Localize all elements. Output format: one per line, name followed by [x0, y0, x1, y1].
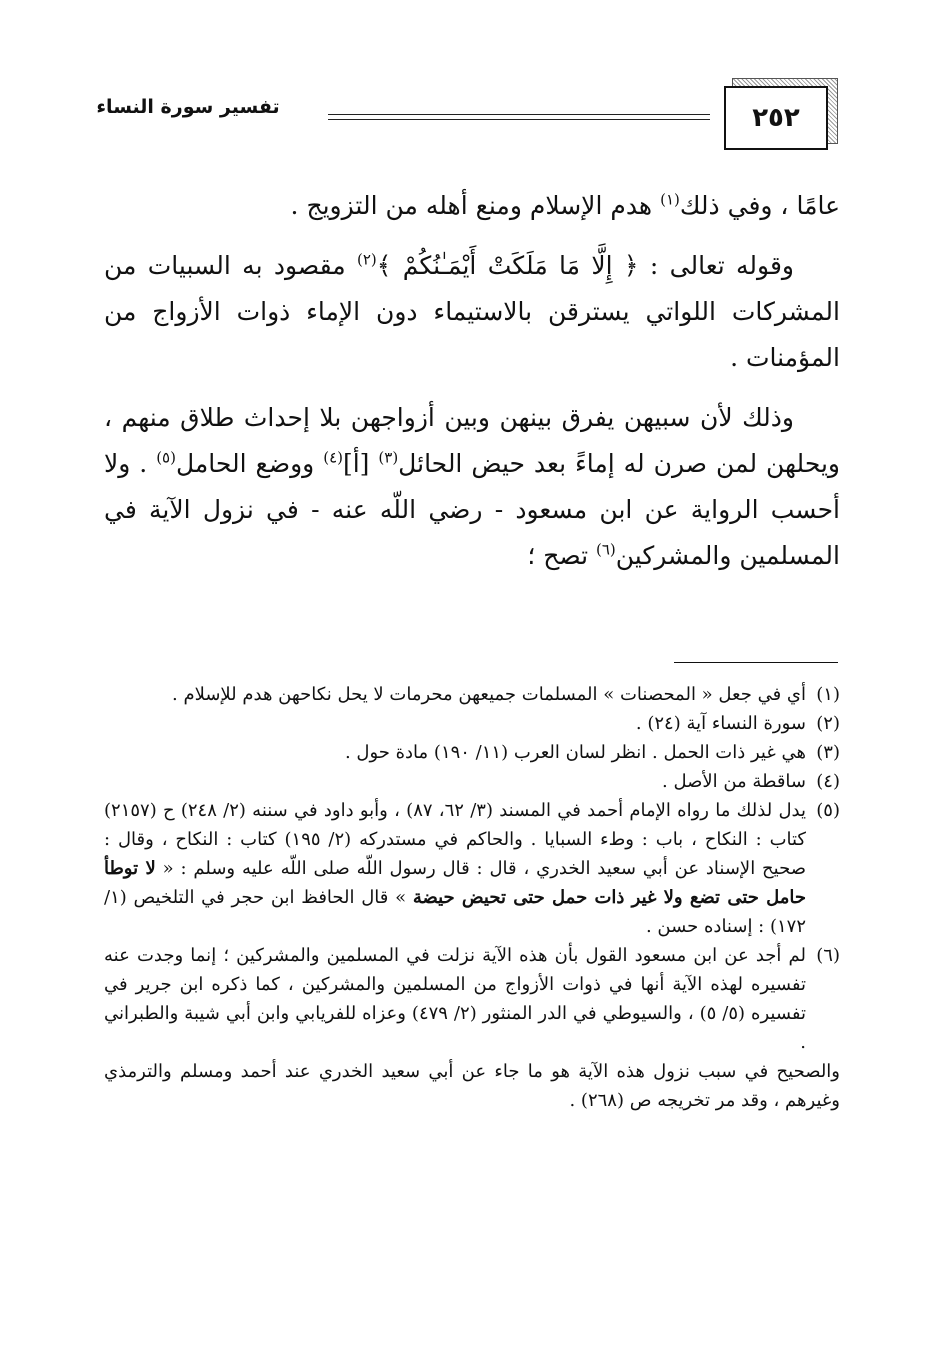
- footnote-2: [104, 709, 840, 738]
- footnote-marker-5: (٥): [156, 448, 176, 467]
- text-segment: تصح ؛: [527, 541, 596, 570]
- footnote-4: [104, 767, 840, 796]
- text-segment: عامًا ، وفي ذلك: [679, 191, 840, 220]
- header-rule: [328, 114, 710, 115]
- footnote-6: [104, 941, 840, 1057]
- footnote-text: أي في جعل « المحصنات » المسلمات جميعهن محرمات لا يحل نكاحهن هدم للإسلام .: [172, 684, 806, 705]
- footnote-5: [104, 796, 840, 941]
- footnote-marker-2: (٢): [356, 250, 377, 269]
- paragraph-2: [104, 243, 840, 381]
- main-text: [104, 183, 840, 593]
- footnote-3: [104, 738, 840, 767]
- footnote-number: (١): [816, 684, 840, 705]
- hadith-text: لا توطأ حامل حتى تضع ولا غير ذات حمل حتى تحيض حيضة: [104, 858, 807, 908]
- paragraph-3: [104, 395, 840, 579]
- footnote-marker-3: (٣): [378, 448, 399, 467]
- footnote-text: سورة النساء آية (٢٤) .: [635, 713, 806, 734]
- paragraph-1: [104, 183, 840, 229]
- text-segment: . ولا أحسب الرواية عن ابن مسعود - رضي اللّه عنه - في نزول الآية في المسلمين والمشركين: [104, 449, 840, 570]
- footnote-text: لم أجد عن ابن مسعود القول بأن هذه الآية نزلت في المسلمين والمشركين ؛ إنما وجدت عنه تفسيره لهذه الآية أنها في ذوات الأزواج من المسلمين والمشركين ، كما ذكره ابن جرير في تفسيره (٥/ ٥) ، والسيوطي في الدر المنثور (٢/ ٤٧٩) وعزاه للفريابي وابن أبي شيبة والطبراني .: [104, 945, 806, 1053]
- footnotes: [104, 680, 840, 1115]
- text-segment: هدم الإسلام ومنع أهله من التزويج .: [290, 191, 661, 220]
- footnote-text: هي غير ذات الحمل . انظر لسان العرب (١١/ ١٩٠) مادة حول .: [344, 742, 806, 763]
- footnote-number: (٢): [816, 713, 840, 734]
- footnote-marker-1: (١): [660, 190, 680, 209]
- page-number-box: [718, 78, 838, 152]
- quran-verse: وقوله تعالى : ﴿ إِلَّا مَا مَلَكَتْ أَيْمَـٰنُكُمْ ﴾: [376, 251, 794, 280]
- page-header: [88, 78, 838, 158]
- running-title: تفسير سورة النساء: [96, 96, 280, 118]
- footnote-number: (٦): [816, 945, 840, 966]
- footnote-text: » قال الحافظ ابن حجر في التلخيص (١/ ١٧٢) : إسناده حسن .: [104, 887, 806, 937]
- footnote-text: يدل لذلك ما رواه الإمام أحمد في المسند (٣/ ٦٢، ٨٧) ، وأبو داود في سننه (٢/ ٢٤٨) ح (٢١٥٧) كتاب : النكاح ، باب : وطء السبايا . والحاكم في مستدركه (٢/ ١٩٥) كتاب : النكاح ، وقال : صحيح الإسناد عن أبي سعيد الخدري ، قال : قال رسول اللّه صلى اللّه عليه وسلم : «: [104, 800, 806, 879]
- text-segment: [أ]: [342, 449, 379, 478]
- footnote-separator: [674, 662, 838, 663]
- page-number: ٢٥٢: [724, 86, 828, 150]
- header-rule-double: [328, 119, 710, 120]
- footnote-number: (٤): [816, 771, 840, 792]
- footnote-number: (٥): [816, 800, 840, 821]
- text-segment: ووضع الحامل: [175, 449, 324, 478]
- footnote-6-continuation: والصحيح في سبب نزول هذه الآية هو ما جاء عن أبي سعيد الخدري عند أحمد ومسلم والترمذي وغيرهم ، وقد مر تخريجه ص (٢٦٨) .: [104, 1061, 840, 1111]
- footnote-marker-6: (٦): [595, 540, 616, 559]
- footnote-1: [104, 680, 840, 709]
- footnote-text: ساقطة من الأصل .: [662, 771, 806, 792]
- footnote-marker-4: (٤): [323, 448, 343, 467]
- footnote-number: (٣): [816, 742, 840, 763]
- text-segment: وذلك لأن سبيهن يفرق بينهن وبين أزواجهن بلا إحداث طلاق منهم ، ويحلهن لمن صرن له إماءً بعد حيض الحائل: [104, 403, 841, 478]
- text-segment: مقصود به السبيات من المشركات اللواتي يسترقن بالاستيماء دون الإماء ذوات الأزواج من المؤمنات .: [104, 251, 840, 372]
